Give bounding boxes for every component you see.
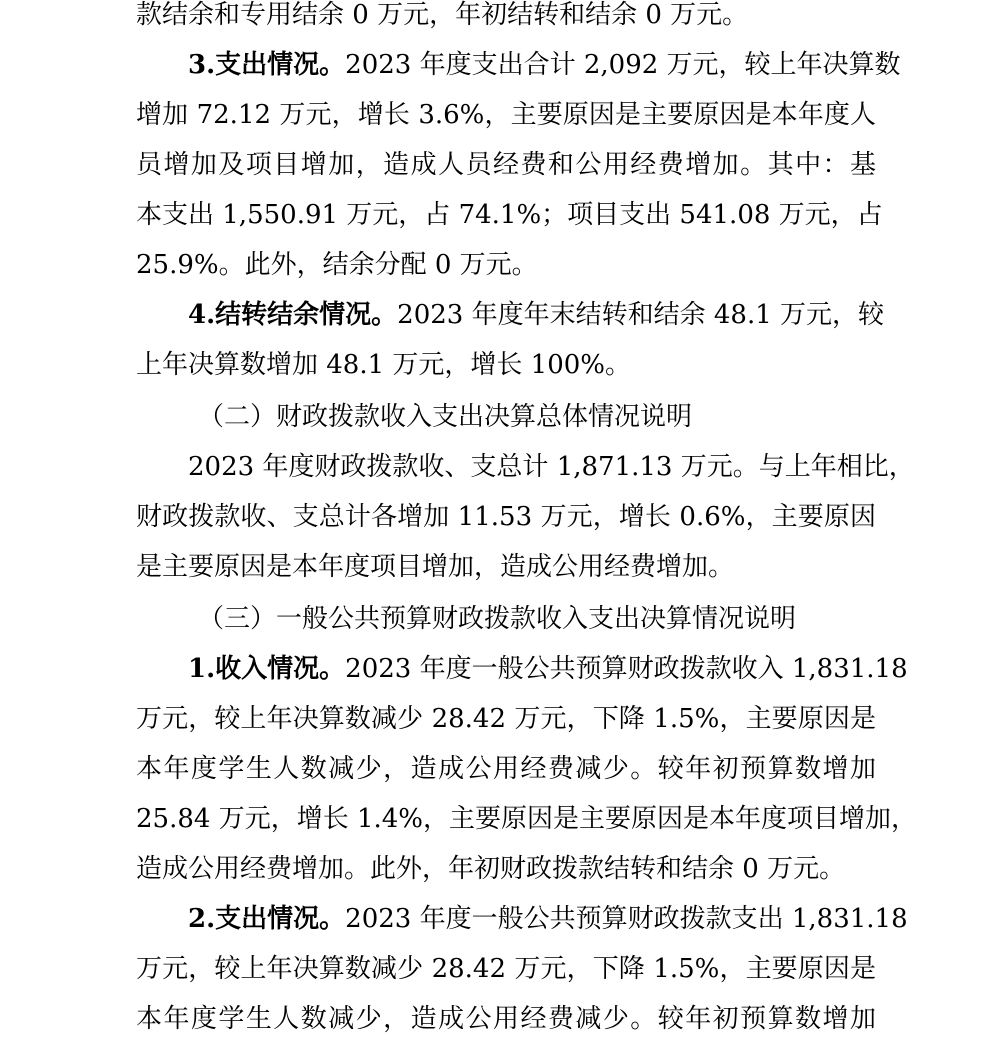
paragraph-line: 2023 年度财政拨款收、支总计 1,871.13 万元。与上年相比， (188, 452, 915, 482)
paragraph-line: 增加 72.12 万元，增长 3.6%，主要原因是主要原因是本年度人 (136, 100, 876, 130)
paragraph-line: 员增加及项目增加，造成人员经费和公用经费增加。其中：基 (136, 150, 876, 180)
paragraph-line: 25.84 万元，增长 1.4%，主要原因是主要原因是本年度项目增加， (136, 804, 918, 834)
paragraph-line: 本年度学生人数减少，造成公用经费减少。较年初预算数增加 (136, 754, 876, 784)
paragraph-line: 财政拨款收、支总计各增加 11.53 万元，增长 0.6%，主要原因 (136, 502, 876, 532)
paragraph-line: 上年决算数增加 48.1 万元，增长 100%。 (136, 350, 632, 380)
paragraph-line: 款结余和专用结余 0 万元，年初结转和结余 0 万元。 (136, 0, 749, 30)
paragraph-line: 3.支出情况。2023 年度支出合计 2,092 万元，较上年决算数 (188, 50, 901, 80)
paragraph-line: 万元，较上年决算数减少 28.42 万元，下降 1.5%，主要原因是 (136, 704, 876, 734)
section-heading: 1.收入情况。 (188, 654, 346, 684)
paragraph-line: 4.结转结余情况。2023 年度年末结转和结余 48.1 万元，较 (188, 300, 885, 330)
paragraph-line: 1.收入情况。2023 年度一般公共预算财政拨款收入 1,831.18 (188, 654, 908, 684)
paragraph-line: 万元，较上年决算数减少 28.42 万元，下降 1.5%，主要原因是 (136, 954, 876, 984)
subsection-title: （二）财政拨款收入支出决算总体情况说明 (198, 402, 693, 432)
section-heading: 2.支出情况。 (188, 904, 346, 934)
section-heading: 4.结转结余情况。 (188, 300, 398, 330)
paragraph-line: 2.支出情况。2023 年度一般公共预算财政拨款支出 1,831.18 (188, 904, 908, 934)
paragraph-line: 造成公用经费增加。此外，年初财政拨款结转和结余 0 万元。 (136, 854, 846, 884)
subsection-title: （三）一般公共预算财政拨款收入支出决算情况说明 (198, 604, 797, 634)
paragraph-line: 25.9%。此外，结余分配 0 万元。 (136, 250, 538, 280)
paragraph-line: 本年度学生人数减少，造成公用经费减少。较年初预算数增加 (136, 1004, 876, 1034)
section-heading: 3.支出情况。 (188, 50, 346, 80)
paragraph-line: 是主要原因是本年度项目增加，造成公用经费增加。 (136, 552, 735, 582)
paragraph-line: 本支出 1,550.91 万元，占 74.1%；项目支出 541.08 万元，占 (136, 200, 883, 230)
